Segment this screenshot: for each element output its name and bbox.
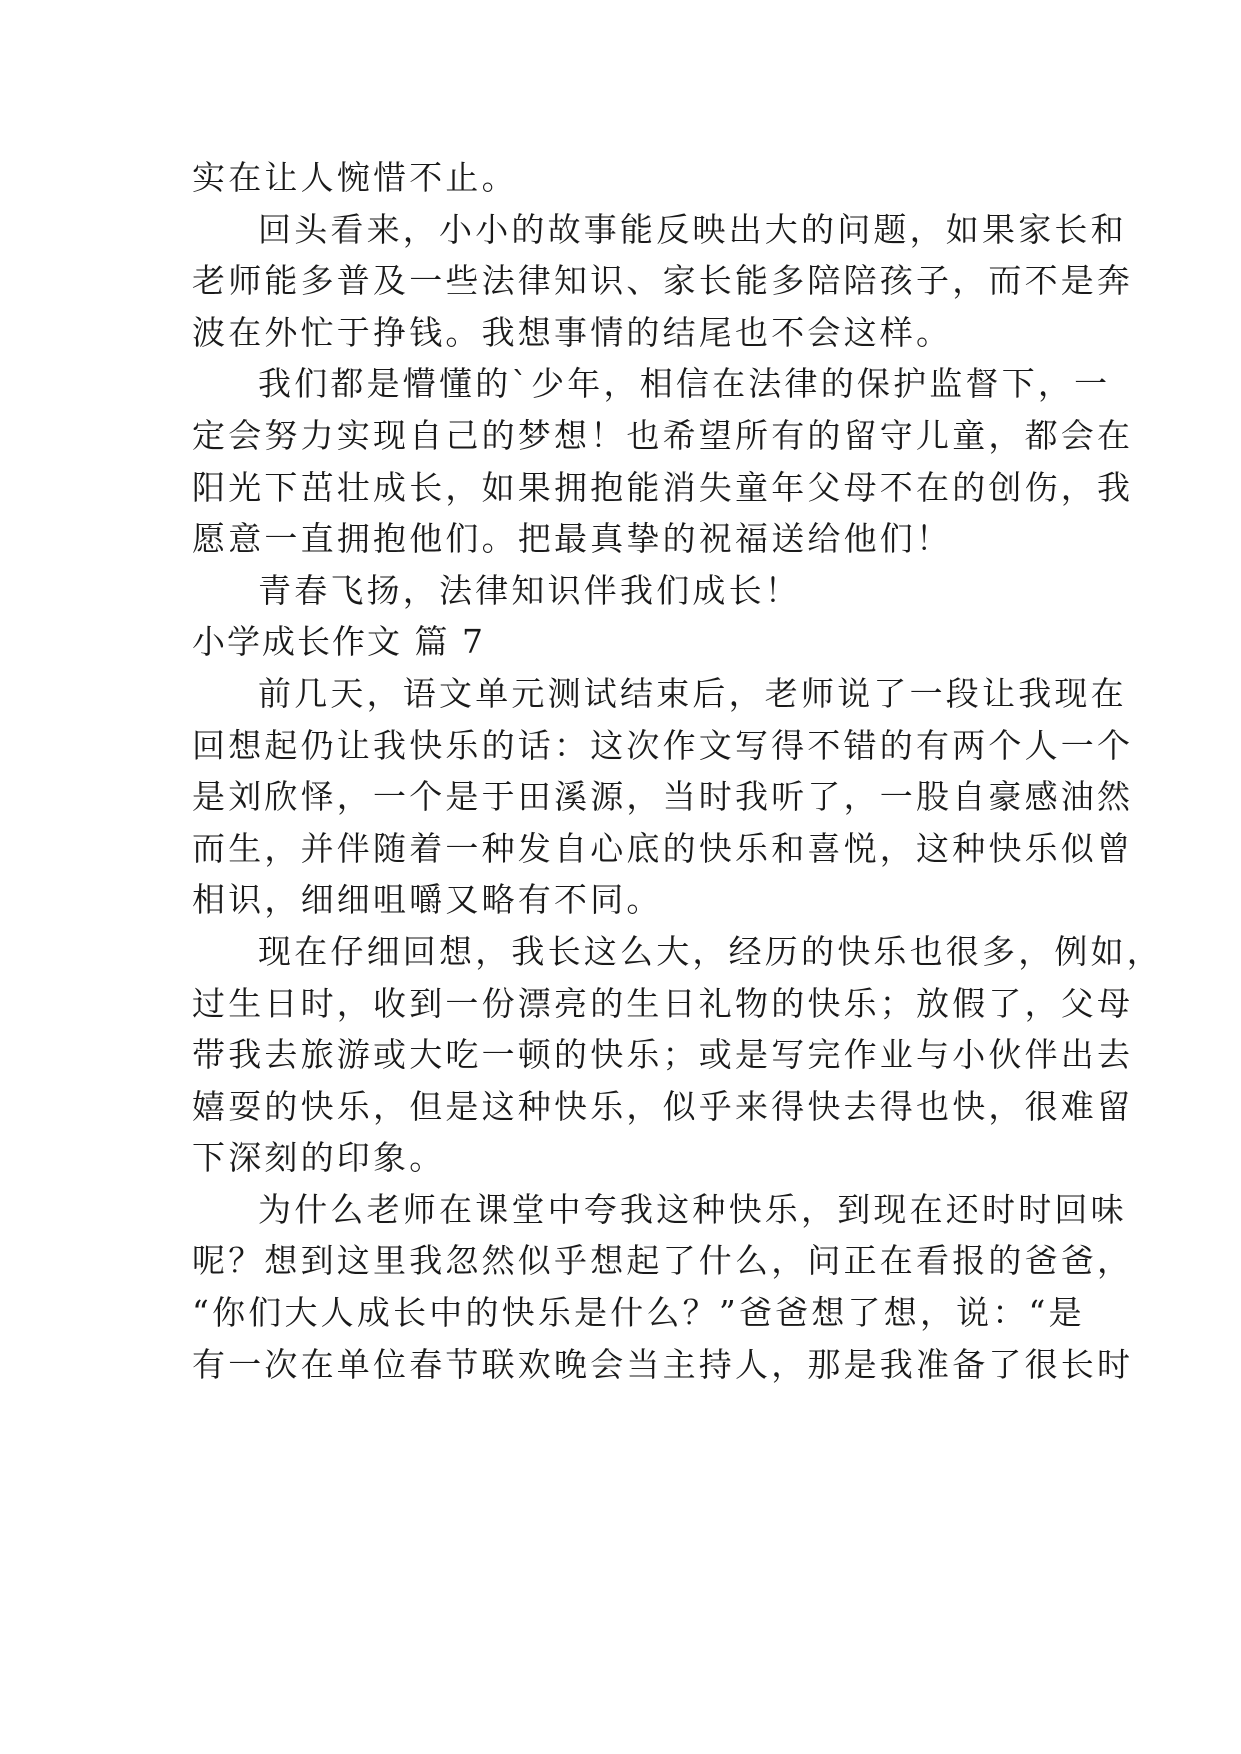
text-line: 阳光下茁壮成长，如果拥抱能消失童年父母不在的创伤，我 (192, 467, 1134, 507)
text-line: 是刘欣怿，一个是于田溪源，当时我听了，一股自豪感油然 (192, 777, 1134, 817)
text-line: 老师能多普及一些法律知识、家长能多陪陪孩子，而不是奔 (192, 261, 1134, 301)
paragraph-start-line: 回头看来，小小的故事能反映出大的问题，如果家长和 (258, 209, 1127, 249)
paragraph-start-line: 现在仔细回想，我长这么大，经历的快乐也很多，例如， (258, 931, 1163, 971)
paragraph-start-line: 青春飞扬，法律知识伴我们成长！ (258, 570, 801, 610)
text-line: 过生日时，收到一份漂亮的生日礼物的快乐；放假了，父母 (192, 983, 1134, 1023)
text-line: “你们大人成长中的快乐是什么？”爸爸想了想，说：“是 (192, 1293, 1085, 1333)
text-line: 嬉耍的快乐，但是这种快乐，似乎来得快去得也快，很难留 (192, 1086, 1134, 1126)
text-line: 而生，并伴随着一种发自心底的快乐和喜悦，这种快乐似曾 (192, 828, 1134, 868)
paragraph-start-line: 为什么老师在课堂中夸我这种快乐，到现在还时时回味 (258, 1189, 1127, 1229)
document-body (192, 152, 1163, 1390)
text-line: 相识，细细咀嚼又略有不同。 (192, 880, 663, 920)
text-line: 愿意一直拥抱他们。把最真挚的祝福送给他们！ (192, 519, 953, 559)
paragraph-start-line: 我们都是懵懂的`少年，相信在法律的保护监督下，一 (258, 364, 1111, 404)
text-line: 波在外忙于挣钱。我想事情的结尾也不会这样。 (192, 312, 953, 352)
text-line: 回想起仍让我快乐的话：这次作文写得不错的有两个人一个 (192, 725, 1134, 765)
text-line: 呢？想到这里我忽然似乎想起了什么，问正在看报的爸爸， (192, 1241, 1134, 1281)
text-line: 下深刻的印象。 (192, 1138, 446, 1178)
text-line: 有一次在单位春节联欢晚会当主持人，那是我准备了很长时 (192, 1344, 1134, 1384)
text-line: 实在让人惋惜不止。 (192, 158, 518, 197)
text-line: 带我去旅游或大吃一顿的快乐；或是写完作业与小伙伴出去 (192, 1035, 1134, 1075)
paragraph-start-line: 前几天，语文单元测试结束后，老师说了一段让我现在 (258, 673, 1127, 713)
section-heading: 小学成长作文 篇 7 (192, 622, 485, 662)
text-line: 定会努力实现自己的梦想！也希望所有的留守儿童，都会在 (192, 415, 1134, 455)
